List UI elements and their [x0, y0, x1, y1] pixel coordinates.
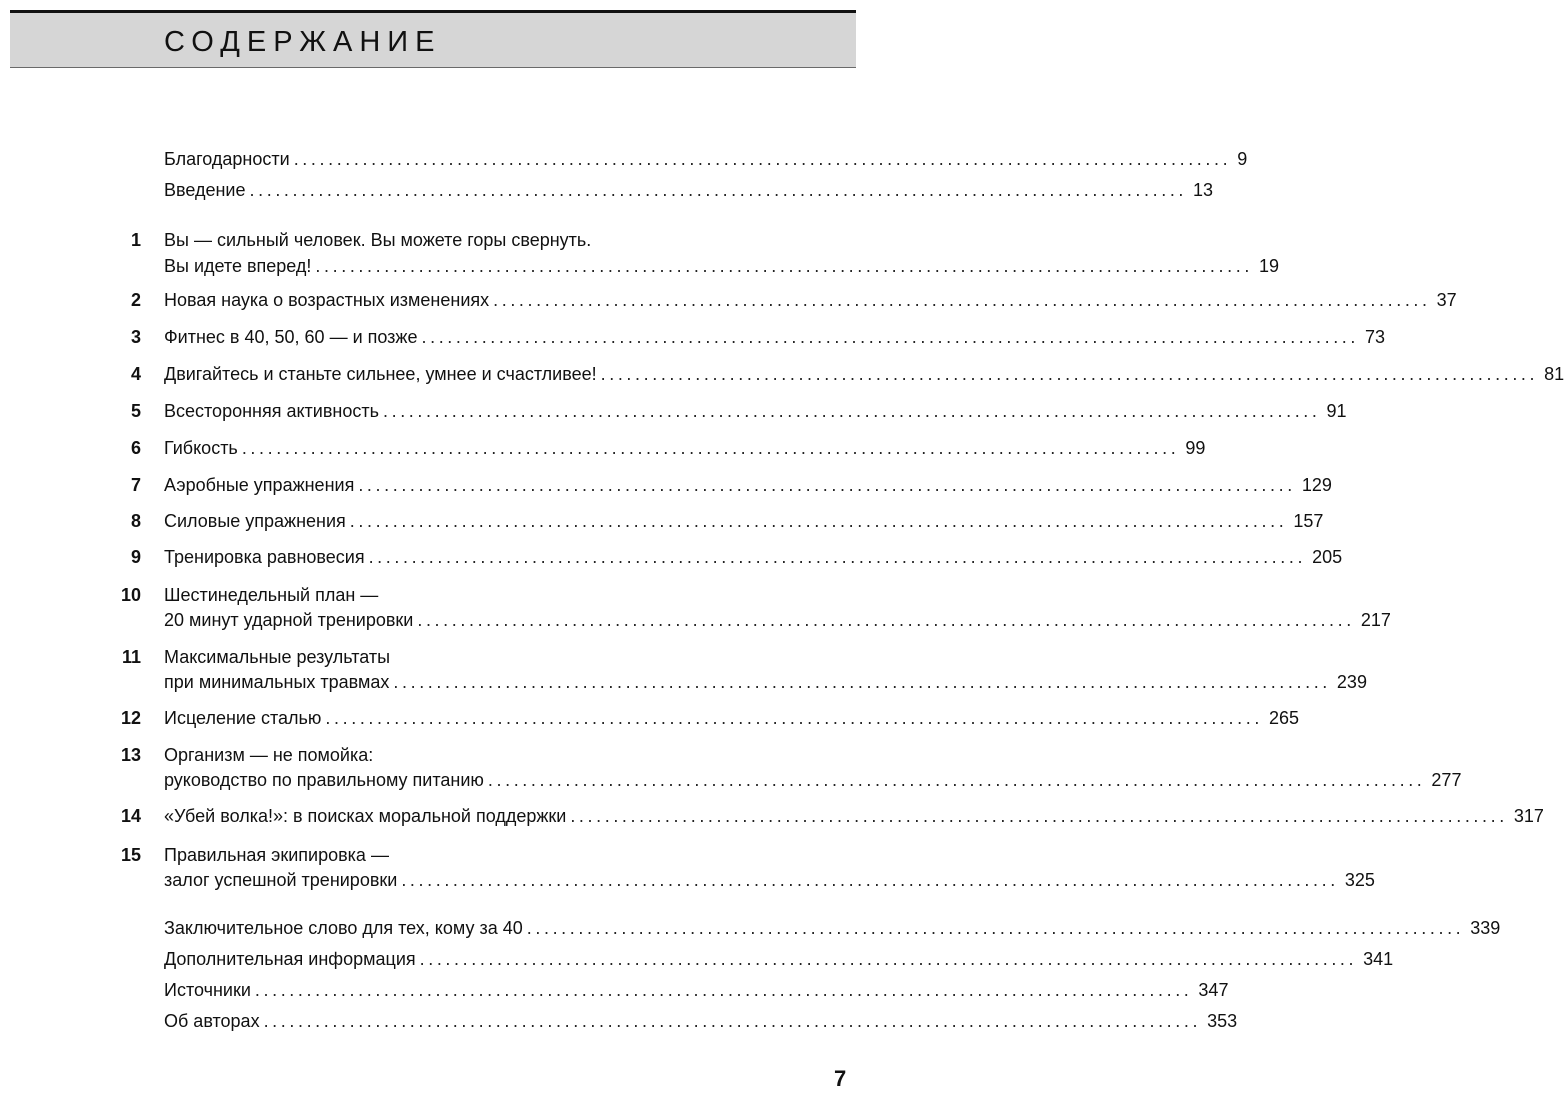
- leader-dots: .............................................................................................................: [419, 949, 1358, 969]
- toc-entry-title-continued: залог успешной тренировки: [164, 870, 398, 890]
- leader-dots: .............................................................................................................: [325, 708, 1263, 728]
- chapter-number: 14: [120, 806, 141, 826]
- toc-entry-title: Вы — сильный человек. Вы можете горы свернуть.: [164, 230, 592, 250]
- toc-entry-title: Заключительное слово для тех, кому за 40: [164, 918, 523, 938]
- toc-entry-title: Дополнительная информация: [164, 949, 416, 969]
- toc-entry-title: Фитнес в 40, 50, 60 — и позже: [164, 327, 418, 347]
- chapter-number: 9: [130, 547, 141, 567]
- toc-entry-title: Гибкость: [164, 438, 238, 458]
- toc-entry-title: Максимальные результаты: [164, 647, 391, 667]
- leader-dots: .............................................................................................................: [526, 918, 1465, 938]
- toc-entry-page: 341: [1363, 949, 1394, 969]
- header-bar: [10, 10, 856, 68]
- chapter-number: 4: [130, 364, 141, 384]
- leader-dots: .............................................................................................................: [254, 980, 1193, 1000]
- chapter-number: 8: [130, 511, 141, 531]
- leader-dots: .............................................................................................................: [383, 401, 1321, 421]
- toc-entry-title-continued: 20 минут ударной тренировки: [164, 610, 414, 630]
- leader-dots: .............................................................................................................: [393, 672, 1331, 692]
- toc-entry-title-continued: при минимальных травмах: [164, 672, 390, 692]
- toc-entry-title: Силовые упражнения: [164, 511, 346, 531]
- leader-dots: .............................................................................................................: [315, 256, 1253, 276]
- toc-entry-page: 325: [1344, 870, 1375, 890]
- leader-dots: .............................................................................................................: [600, 364, 1539, 384]
- toc-entry-page: 353: [1207, 1011, 1238, 1031]
- leader-dots: .............................................................................................................: [263, 1011, 1202, 1031]
- toc-entry-page: 37: [1436, 290, 1457, 310]
- leader-dots: .............................................................................................................: [487, 770, 1426, 790]
- leader-dots: .............................................................................................................: [417, 610, 1355, 630]
- toc-entry-page: 239: [1336, 672, 1367, 692]
- leader-dots: .............................................................................................................: [358, 475, 1296, 495]
- leader-dots: .............................................................................................................: [349, 511, 1288, 531]
- toc-entry-page: 217: [1360, 610, 1391, 630]
- toc-entry-page: 81: [1544, 364, 1564, 384]
- chapter-number: 3: [130, 327, 141, 347]
- toc-entry-title: Новая наука о возрастных изменениях: [164, 290, 490, 310]
- leader-dots: .............................................................................................................: [249, 180, 1188, 200]
- chapter-number: 10: [120, 585, 141, 605]
- leader-dots: .............................................................................................................: [421, 327, 1360, 347]
- leader-dots: .............................................................................................................: [293, 149, 1232, 169]
- toc-entry-page: 19: [1258, 256, 1279, 276]
- page-number: 7: [834, 1066, 847, 1091]
- toc-entry-title: Двигайтесь и станьте сильнее, умнее и счастливее!: [164, 364, 597, 384]
- chapter-number: 11: [121, 647, 141, 667]
- toc-entry-title: Благодарности: [164, 149, 290, 169]
- toc-entry-page: 265: [1268, 708, 1299, 728]
- chapter-number: 6: [130, 438, 141, 458]
- toc-entry-page: 91: [1326, 401, 1347, 421]
- toc-entry-title-continued: Вы идете вперед!: [164, 256, 312, 276]
- leader-dots: .............................................................................................................: [368, 547, 1307, 567]
- toc-entry-page: 317: [1513, 806, 1544, 826]
- toc-entry-title: Шестинедельный план —: [164, 585, 379, 605]
- chapter-number: 12: [120, 708, 141, 728]
- toc-entry-title: Источники: [164, 980, 251, 1000]
- toc-entry-title: Введение: [164, 180, 246, 200]
- chapter-number: 2: [130, 290, 141, 310]
- toc-entry-title: Аэробные упражнения: [164, 475, 355, 495]
- toc-entry-page: 277: [1431, 770, 1462, 790]
- toc-entry-title: Тренировка равновесия: [164, 547, 365, 567]
- chapter-number: 13: [120, 745, 141, 765]
- toc-entry-page: 129: [1301, 475, 1332, 495]
- leader-dots: .............................................................................................................: [401, 870, 1339, 890]
- toc-entry-page: 13: [1193, 180, 1214, 200]
- toc-entry-page: 157: [1293, 511, 1324, 531]
- toc-entry-title: Исцеление сталью: [164, 708, 322, 728]
- toc-entry-title: Об авторах: [164, 1011, 260, 1031]
- toc-entry-title: Всесторонняя активность: [164, 401, 379, 421]
- toc-entry-title-continued: руководство по правильному питанию: [164, 770, 484, 790]
- page-title: СОДЕРЖАНИЕ: [164, 26, 442, 58]
- chapter-number: 5: [130, 401, 141, 421]
- chapter-number: 1: [130, 230, 141, 250]
- toc-entry-page: 339: [1470, 918, 1501, 938]
- toc-entry-page: 9: [1237, 149, 1248, 169]
- leader-dots: .............................................................................................................: [493, 290, 1431, 310]
- toc-entry-title: «Убей волка!»: в поисках моральной поддержки: [164, 806, 567, 826]
- toc-entry-page: 347: [1198, 980, 1229, 1000]
- toc-entry-page: 99: [1185, 438, 1206, 458]
- chapter-number: 7: [130, 475, 141, 495]
- leader-dots: .............................................................................................................: [241, 438, 1180, 458]
- toc-entry-page: 73: [1365, 327, 1386, 347]
- leader-dots: .............................................................................................................: [570, 806, 1508, 826]
- toc-entry-title: Правильная экипировка —: [164, 845, 389, 865]
- toc-entry-title: Организм — не помойка:: [164, 745, 374, 765]
- chapter-number: 15: [120, 845, 141, 865]
- toc-entry-page: 205: [1312, 547, 1343, 567]
